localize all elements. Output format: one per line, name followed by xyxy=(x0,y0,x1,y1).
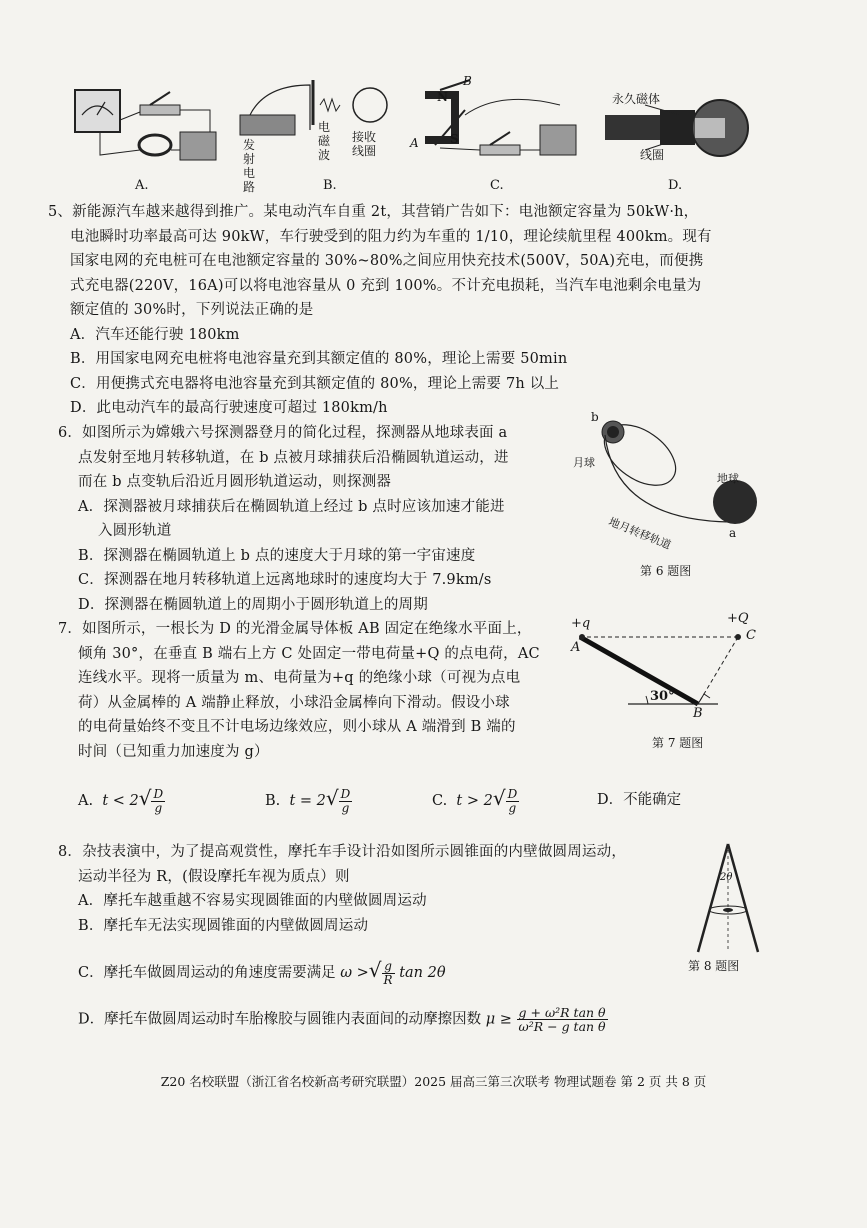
q8-option-d: D．摩托车做圆周运动时车胎橡胶与圆锥内表面间的动摩擦因数 μ ≥ $\frac{\text{g + ω²R tan θ}}{\text{ω²R − g tan θ}}$ xyxy=(78,1005,606,1034)
figure-b-wave-label: 电磁波 xyxy=(318,120,331,162)
question-8 xyxy=(58,840,698,938)
q8-angle-label: 2θ xyxy=(720,872,733,883)
q7-stem-line: 倾角 30°，在垂直 B 端右上方 C 处固定一带电荷量+Q 的点电荷，AC xyxy=(78,645,540,662)
question-7 xyxy=(58,617,581,764)
q6-point-b: b xyxy=(591,410,599,424)
q5-stem-line: 额定值的 30%时，下列说法正确的是 xyxy=(70,302,314,318)
q7-stem-line: 时间（已知重力加速度为 g） xyxy=(78,743,269,760)
figure-b-label: B. xyxy=(323,178,337,193)
figure-b-receive-label: 接收线圈 xyxy=(352,130,377,158)
q8-option-a: A．摩托车越重越不容易实现圆锥面的内壁做圆周运动 xyxy=(78,893,427,909)
q7-plus-Q-label: +Q xyxy=(727,611,749,626)
q7-option-d: D．不能确定 xyxy=(597,792,682,808)
q7-B-label: B xyxy=(693,706,703,721)
q5-option-c: C．用便携式充电器将电池容量充到其额定值的 80%，理论上需要 7h 以上 xyxy=(70,375,560,392)
q7-option-c: C. t > 2√ $\frac{D}{g}$ xyxy=(432,786,518,815)
q6-point-a: a xyxy=(729,526,737,540)
figure-d-speaker xyxy=(605,100,748,156)
figure-c-label: C. xyxy=(490,178,504,193)
q5-option-a: A．汽车还能行驶 180km xyxy=(70,326,240,343)
figure-d-magnet-label: 永久磁体 xyxy=(612,92,661,106)
q6-moon-label: 月球 xyxy=(573,456,595,469)
q7-option-b: B. t = 2√ $\frac{D}{g}$ xyxy=(265,786,351,815)
figure-c-s-label: S xyxy=(450,132,459,146)
q7-plus-q-label: +q xyxy=(571,616,591,631)
q5-stem-line: 5、新能源汽车越来越得到推广。某电动汽车自重 2t，其营销广告如下：电池额定容量为 50kW·h， xyxy=(48,204,699,220)
q7-angle-label: 30° xyxy=(650,689,675,704)
q8-stem-line: 运动半径为 R，(假设摩托车视为质点）则 xyxy=(78,868,350,885)
q7-C-label: C xyxy=(746,628,756,643)
q7-caption: 第 7 题图 xyxy=(652,736,704,750)
figure-c-a-label: A xyxy=(410,136,419,150)
q7-stem-line: 7．如图所示，一根长为 D 的光滑金属导体板 AB 固定在绝缘水平面上， xyxy=(58,621,532,637)
q6-option-c: C．探测器在地月转移轨道上远离地球时的速度均大于 7.9km/s xyxy=(78,572,492,588)
question-6 xyxy=(58,421,578,617)
q8-cone-figure xyxy=(690,840,770,960)
q6-stem-line: 而在 b 点变轨后沿近月圆形轨道运动，则探测器 xyxy=(78,474,392,490)
figure-c-n-label: N xyxy=(437,90,448,104)
q5-stem-line: 式充电器(220V，16A)可以将电池容量从 0 充到 100%。不计充电损耗，当汽车电池剩余电量为 xyxy=(70,277,702,294)
q6-caption: 第 6 题图 xyxy=(640,564,692,578)
q6-option-a-cont: 入圆形轨道 xyxy=(98,523,172,539)
figure-a-circuit xyxy=(75,90,216,160)
q7-option-a: A. t < 2√ $\frac{D}{g}$ xyxy=(78,786,164,815)
q8-stem-line: 8．杂技表演中，为了提高观赏性，摩托车手设计沿如图所示圆锥面的内壁做圆周运动， xyxy=(58,844,627,860)
q8-option-b: B．摩托车无法实现圆锥面的内壁做圆周运动 xyxy=(78,917,369,934)
q6-track-label: 地月转移轨道 xyxy=(606,515,673,552)
q5-stem-line: 国家电网的充电桩可在电池额定容量的 30%~80%之间应用快充技术(500V，50A)充电，而便携 xyxy=(70,253,704,269)
figure-a-label: A. xyxy=(135,178,149,193)
q7-stem-line: 荷）从金属棒的 A 端静止释放，小球沿金属棒向下滑动。假设小球 xyxy=(78,694,510,711)
figure-d-coil-label: 线圈 xyxy=(640,148,665,162)
q6-option-a: A．探测器被月球捕获后在椭圆轨道上经过 b 点时应该加速才能进 xyxy=(78,498,505,515)
q7-stem-line: 连线水平。现将一质量为 m、电荷量为+q 的绝缘小球（可视为点电 xyxy=(78,670,521,686)
q6-option-d: D．探测器在椭圆轨道上的周期小于圆形轨道上的周期 xyxy=(78,596,428,613)
q5-option-d: D．此电动汽车的最高行驶速度可超过 180km/h xyxy=(70,400,388,416)
figure-b-wave xyxy=(240,80,387,135)
figure-b-launch-label: 发射电路 xyxy=(243,138,256,194)
figure-d-label: D. xyxy=(668,178,683,193)
q6-option-b: B．探测器在椭圆轨道上 b 点的速度大于月球的第一宇宙速度 xyxy=(78,547,476,564)
page-footer: Z20 名校联盟（浙江省名校新高考研究联盟）2025 届高三第三次联考 物理试题卷 第 2 页 共 8 页 xyxy=(160,1074,707,1089)
q6-stem-line: 6．如图所示为嫦娥六号探测器登月的简化过程，探测器从地球表面 a xyxy=(58,425,508,441)
q7-A-label: A xyxy=(571,640,581,655)
question-5 xyxy=(48,200,848,421)
figure-c-b-label: B xyxy=(463,74,472,88)
q6-earth-label: 地球 xyxy=(717,472,739,485)
q4-figures xyxy=(60,70,760,185)
q5-stem-line: 电池瞬时功率最高可达 90kW，车行驶受到的阻力约为车重的 1/10，理论续航里程 400km。现有 xyxy=(70,228,712,245)
q8-caption: 第 8 题图 xyxy=(688,959,740,973)
q7-stem-line: 的电荷量始终不变且不计电场边缘效应，则小球从 A 端滑到 B 端的 xyxy=(78,719,516,735)
q6-stem-line: 点发射至地月转移轨道，在 b 点被月球捕获后沿椭圆轨道运动，进 xyxy=(78,449,509,466)
q5-option-b: B．用国家电网充电桩将电池容量充到其额定值的 80%，理论上需要 50min xyxy=(70,351,568,367)
q8-option-c: C．摩托车做圆周运动的角速度需要满足 ω >√ $\frac{g}{R}$ tan 2θ xyxy=(78,958,446,987)
